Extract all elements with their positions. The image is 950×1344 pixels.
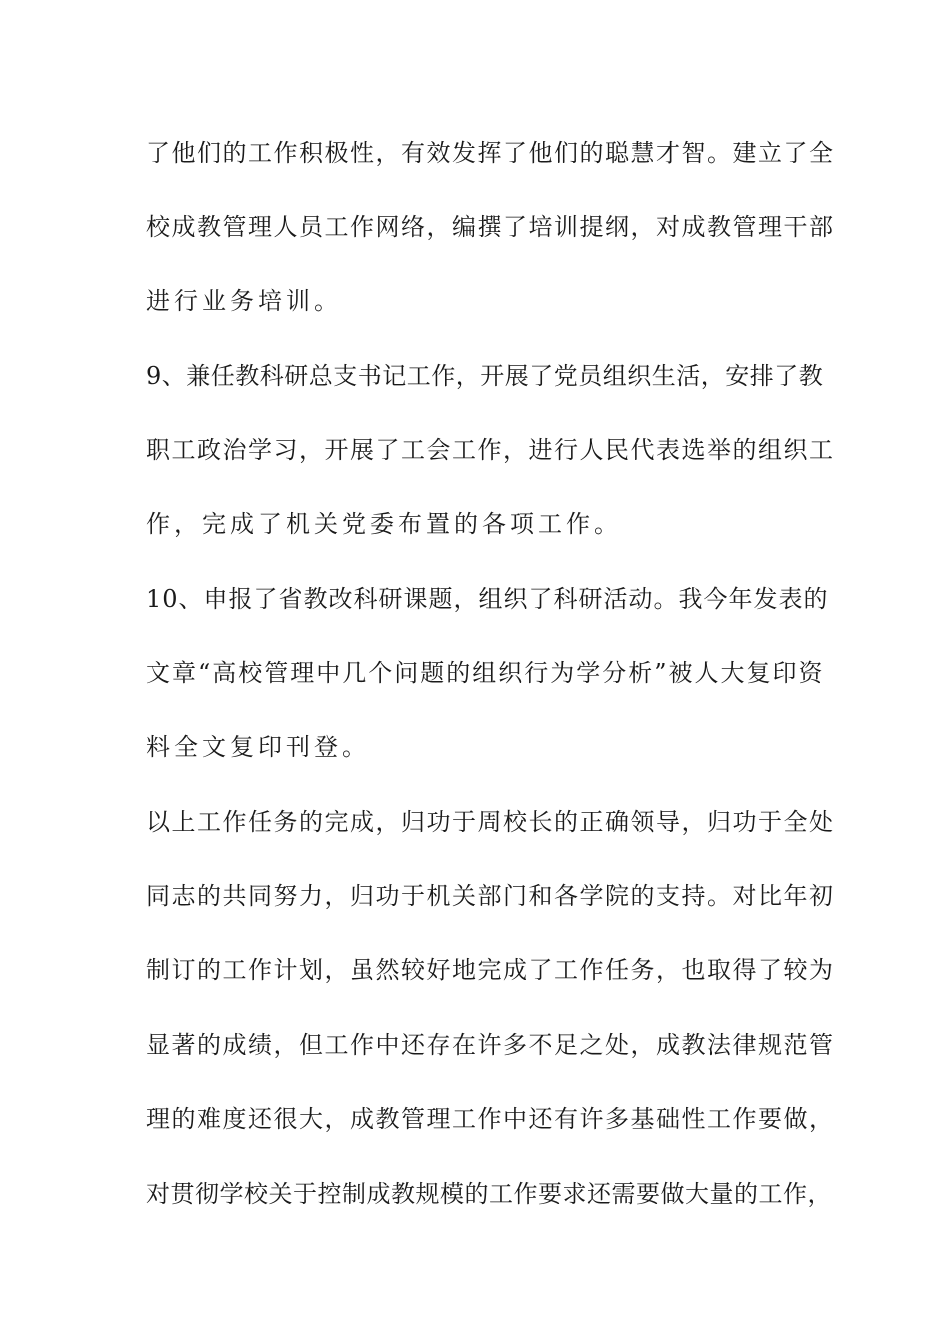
text-line: 9、兼任教科研总支书记工作，开展了党员组织生活，安排了教 [146, 362, 824, 390]
text-line: 理的难度还很大，成教管理工作中还有许多基础性工作要做， [146, 1105, 835, 1133]
text-line: 了他们的工作积极性，有效发挥了他们的聪慧才智。建立了全 [146, 139, 835, 167]
text-line: 以上工作任务的完成，归功于周校长的正确领导，归功于全处 [146, 808, 835, 836]
text-line: 制订的工作计划，虽然较好地完成了工作任务，也取得了较为 [146, 956, 835, 984]
text-line: 料全文复印刊登。 [146, 733, 370, 761]
text-line: 对贯彻学校关于控制成教规模的工作要求还需要做大量的工作， [146, 1180, 832, 1208]
text-line: 职工政治学习，开展了工会工作，进行人民代表选举的组织工 [146, 436, 835, 464]
text-line: 文章“高校管理中几个问题的组织行为学分析”被人大复印资 [146, 659, 825, 687]
text-line: 校成教管理人员工作网络，编撰了培训提纲，对成教管理干部 [146, 213, 835, 241]
text-line: 10、申报了省教改科研课题，组织了科研活动。我今年发表的 [146, 585, 829, 613]
text-line: 作，完成了机关党委布置的各项工作。 [146, 510, 622, 538]
text-line: 显著的成绩，但工作中还存在许多不足之处，成教法律规范管 [146, 1031, 835, 1059]
text-line: 同志的共同努力，归功于机关部门和各学院的支持。对比年初 [146, 882, 835, 910]
text-line: 进行业务培训。 [146, 287, 342, 315]
